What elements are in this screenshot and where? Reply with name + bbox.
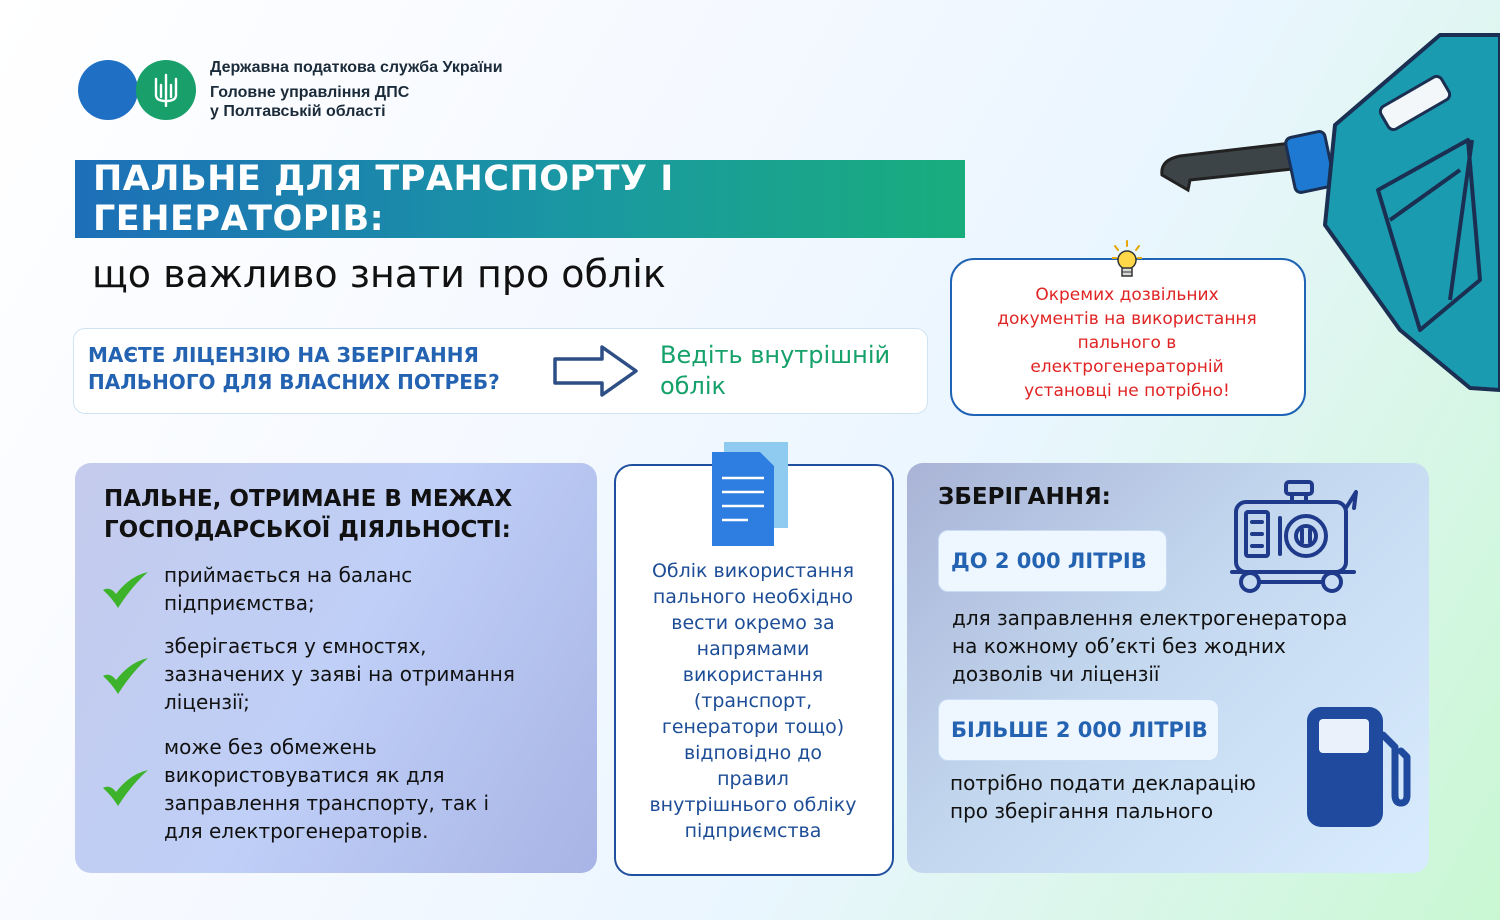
fuel-pump-icon	[1305, 705, 1415, 830]
org-line-2: Головне управління ДПС	[210, 84, 410, 101]
generator-note-text	[955, 283, 1299, 403]
list-item-line: ліцензії;	[164, 690, 250, 714]
accounting-line: напрямами	[696, 638, 810, 660]
note-line: електрогенераторній	[1030, 357, 1224, 377]
desc-line: дозволів чи ліцензії	[952, 662, 1160, 686]
desc-line: для заправлення електрогенератора	[952, 606, 1348, 630]
list-item-line: зберігається у ємностях,	[164, 634, 427, 658]
license-answer-line: облік	[660, 372, 726, 400]
generator-icon	[1230, 478, 1360, 594]
accounting-line: правил	[717, 768, 789, 790]
license-question	[88, 342, 500, 396]
accounting-line: Облік використання	[651, 560, 855, 582]
license-answer	[660, 340, 890, 402]
business-fuel-heading	[104, 484, 584, 546]
desc-line: на кожному об’єкті без жодних	[952, 634, 1286, 658]
document-icon	[708, 440, 792, 550]
list-item-line: використовуватися як для	[164, 763, 445, 787]
accounting-text	[630, 558, 876, 844]
list-item-line: зазначених у заяві на отримання	[164, 662, 515, 686]
list-item-line: заправлення транспорту, так і	[164, 791, 490, 815]
heading-line: ГОСПОДАРСЬКОЇ ДІЯЛЬНОСТІ:	[104, 517, 511, 543]
desc-line: про зберігання пального	[950, 799, 1214, 823]
list-item	[164, 733, 584, 845]
org-line-1: Державна податкова служба України	[210, 59, 503, 76]
accounting-line: відповідно до	[683, 742, 823, 764]
list-item-line: підприємства;	[164, 591, 315, 615]
title-banner	[75, 160, 965, 238]
accounting-line: генератори тощо)	[661, 716, 845, 738]
accounting-line: внутрішнього обліку	[649, 794, 857, 816]
accounting-line: використання	[682, 664, 824, 686]
license-answer-line: Ведіть внутрішній	[660, 341, 891, 369]
check-icon	[100, 570, 152, 610]
arrow-right-icon	[552, 343, 640, 399]
list-item-line: може без обмежень	[164, 735, 377, 759]
storage-pill-under-2000: ДО 2 000 ЛІТРІВ	[938, 530, 1167, 592]
storage-heading: ЗБЕРІГАННЯ:	[938, 484, 1111, 510]
note-line: установці не потрібно!	[1024, 381, 1230, 401]
note-line: документів на використання	[997, 309, 1257, 329]
list-item	[164, 632, 584, 716]
note-line: пального в	[1077, 333, 1177, 353]
accounting-line: пального необхідно	[652, 586, 854, 608]
license-question-line: МАЄТЕ ЛІЦЕНЗІЮ НА ЗБЕРІГАННЯ	[88, 343, 479, 367]
desc-line: потрібно подати декларацію	[950, 771, 1256, 795]
accounting-line: (транспорт,	[693, 690, 813, 712]
note-line: Окремих дозвільних	[1035, 285, 1219, 305]
list-item	[164, 561, 584, 617]
accounting-line: вести окремо за	[671, 612, 835, 634]
license-question-line: ПАЛЬНОГО ДЛЯ ВЛАСНИХ ПОТРЕБ?	[88, 370, 500, 394]
check-icon	[100, 768, 152, 808]
list-item-line: для електрогенераторів.	[164, 819, 429, 843]
storage-desc-under-2000	[952, 604, 1412, 688]
list-item-line: приймається на баланс	[164, 563, 413, 587]
organization-name	[210, 58, 503, 121]
trident-emblem-icon	[152, 73, 180, 107]
check-icon	[100, 656, 152, 696]
logo-circle-blue	[78, 60, 138, 120]
heading-line: ПАЛЬНЕ, ОТРИМАНЕ В МЕЖАХ	[104, 486, 513, 512]
lightbulb-icon	[1112, 240, 1142, 284]
org-line-3: у Полтавській області	[210, 103, 386, 120]
accounting-line: підприємства	[684, 820, 822, 842]
logo-circle-green	[136, 60, 196, 120]
storage-desc-over-2000	[950, 769, 1310, 825]
storage-pill-over-2000: БІЛЬШЕ 2 000 ЛІТРІВ	[938, 699, 1219, 761]
page-title: ПАЛЬНЕ ДЛЯ ТРАНСПОРТУ І ГЕНЕРАТОРІВ:	[93, 159, 674, 239]
page-subtitle: що важливо знати про облік	[92, 252, 666, 296]
